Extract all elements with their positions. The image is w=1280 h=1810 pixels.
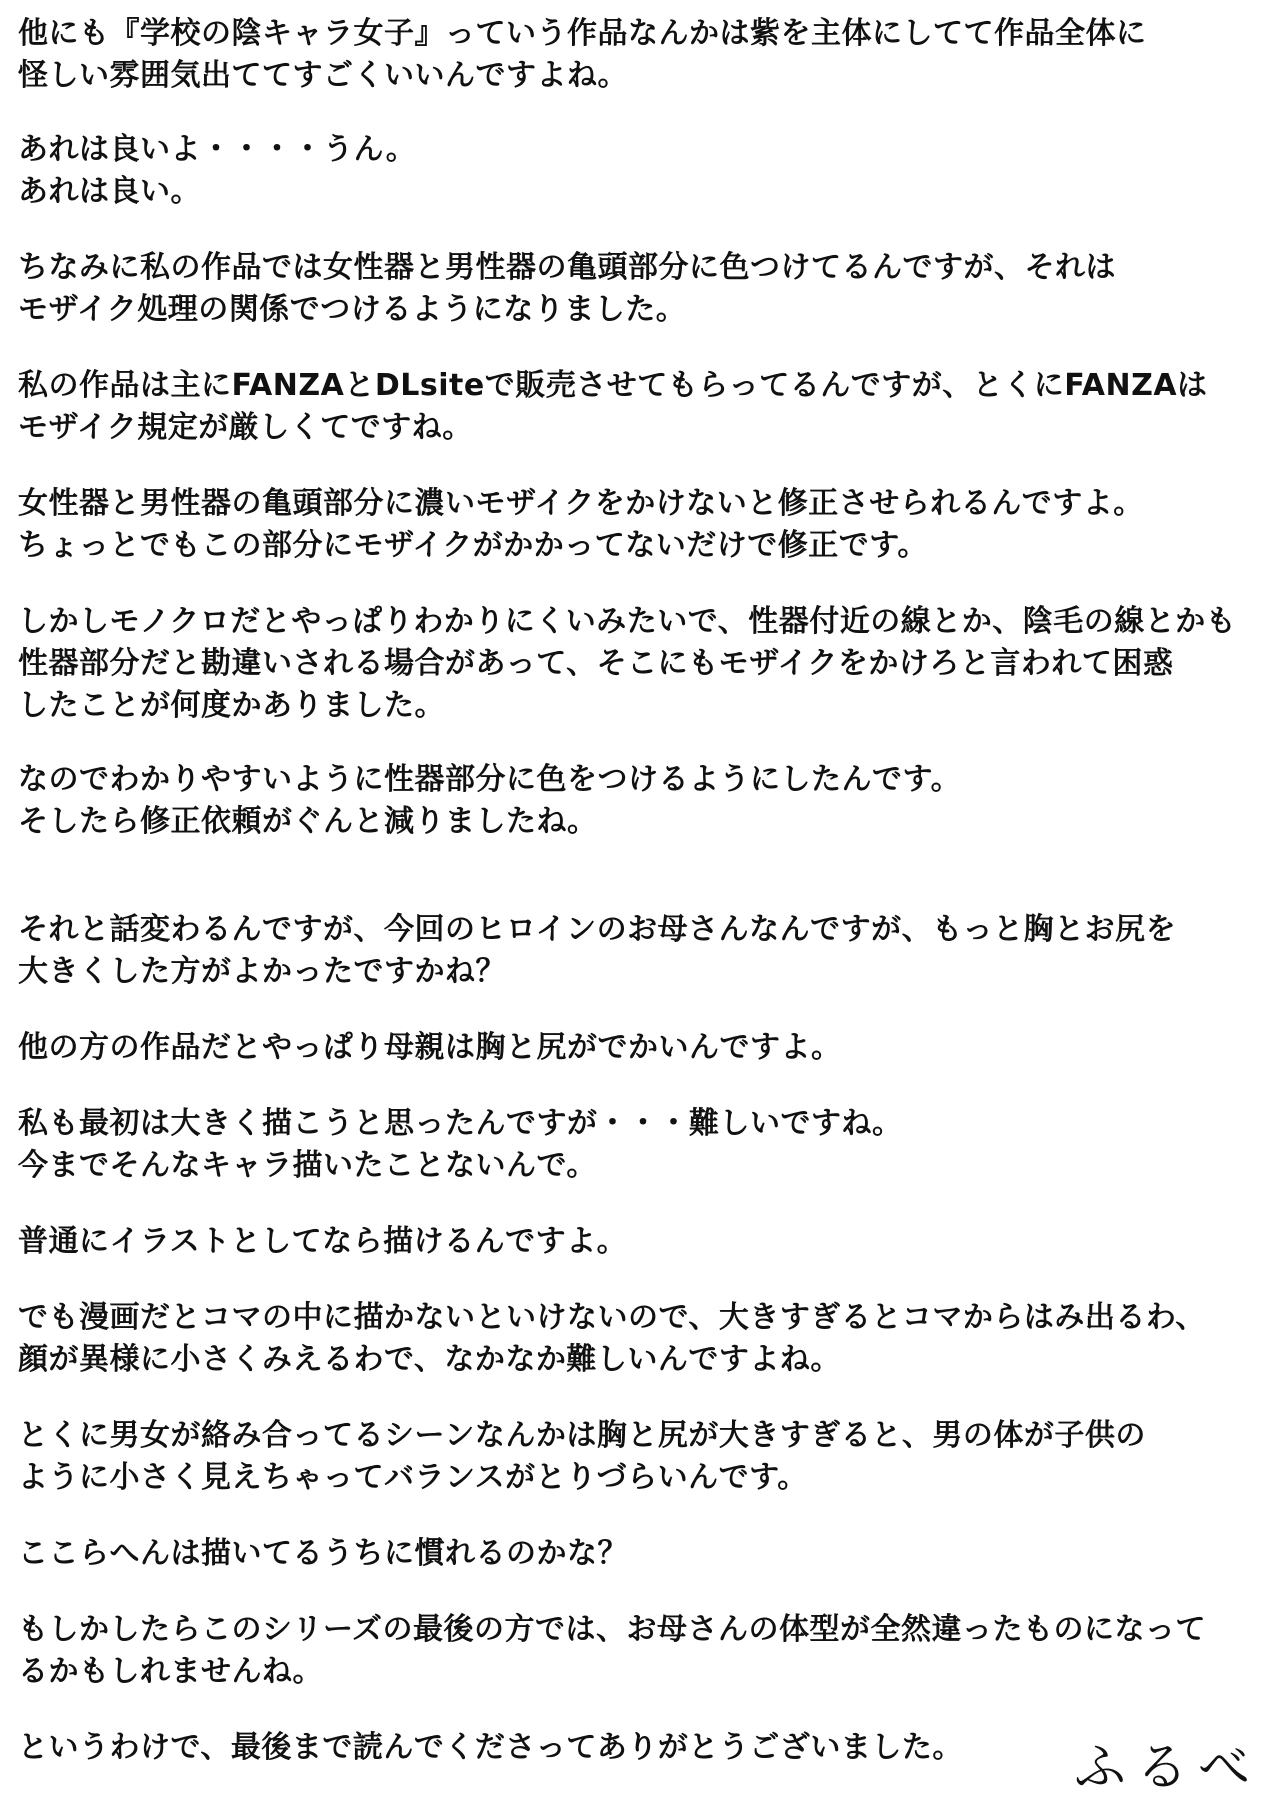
text-line: モザイク規定が厳しくてですね。 bbox=[18, 410, 473, 445]
text-line: 性器部分だと勘違いされる場合があって、そこにもモザイクをかけろと言われて困惑 bbox=[18, 646, 1174, 681]
text-line: ここらへんは描いてるうちに慣れるのかな？ bbox=[18, 1536, 628, 1571]
text-line: 大きくした方がよかったですかね？ bbox=[18, 954, 506, 989]
text-line: あれは良いよ・・・・うん。 bbox=[18, 132, 417, 167]
text-line: ように小さく見えちゃってバランスがとりづらいんです。 bbox=[18, 1460, 808, 1495]
text-line: モザイク処理の関係でつけるようになりました。 bbox=[18, 292, 687, 327]
text-line: しかしモノクロだとやっぱりわかりにくいみたいで、性器付近の線とか、陰毛の線とかも bbox=[18, 604, 1237, 639]
text-line: 今までそんなキャラ描いたことないんで。 bbox=[18, 1148, 597, 1183]
text-line: そしたら修正依頼がぐんと減りましたね。 bbox=[18, 804, 598, 839]
text-line: 私も最初は大きく描こうと思ったんですが・・・難しいですね。 bbox=[18, 1106, 903, 1141]
text-line: というわけで、最後まで読んでくださってありがとうございました。 bbox=[18, 1730, 963, 1765]
text-line: なのでわかりやすいように性器部分に色をつけるようにしたんです。 bbox=[18, 762, 962, 797]
text-line: でも漫画だとコマの中に描かないといけないので、大きすぎるとコマからはみ出るわ、 bbox=[18, 1300, 1206, 1335]
text-line: 私の作品は主にFANZAとDLsiteで販売させてもらってるんですが、とくにFANZAは bbox=[18, 368, 1208, 403]
text-line: したことが何度かありました。 bbox=[18, 688, 445, 723]
text-line: もしかしたらこのシリーズの最後の方では、お母さんの体型が全然違ったものになって bbox=[18, 1612, 1206, 1647]
author-signature: ふるべ bbox=[1074, 1738, 1261, 1798]
text-line: それと話変わるんですが、今回のヒロインのお母さんなんですが、もっと胸とお尻を bbox=[18, 912, 1177, 947]
text-line: 顔が異様に小さくみえるわで、なかなか難しいんですよね。 bbox=[18, 1342, 841, 1377]
text-line: 他の方の作品だとやっぱり母親は胸と尻がでかいんですよ。 bbox=[18, 1030, 842, 1065]
text-line: 普通にイラストとしてなら描けるんですよ。 bbox=[18, 1224, 628, 1259]
text-line: るかもしれませんね。 bbox=[18, 1654, 323, 1689]
text-line: ちょっとでもこの部分にモザイクがかかってないだけで修正です。 bbox=[18, 528, 928, 563]
text-line: 怪しい雰囲気出ててすごくいいんですよね。 bbox=[18, 58, 628, 93]
text-line: 女性器と男性器の亀頭部分に濃いモザイクをかけないと修正させられるんですよ。 bbox=[18, 486, 1144, 521]
text-line: とくに男女が絡み合ってるシーンなんかは胸と尻が大きすぎると、男の体が子供の bbox=[18, 1418, 1146, 1453]
text-line: あれは良い。 bbox=[18, 174, 201, 209]
text-line: 他にも『学校の陰キャラ女子』っていう作品なんかは紫を主体にしてて作品全体に bbox=[18, 16, 1147, 51]
text-line: ちなみに私の作品では女性器と男性器の亀頭部分に色つけてるんですが、それは bbox=[18, 250, 1116, 285]
